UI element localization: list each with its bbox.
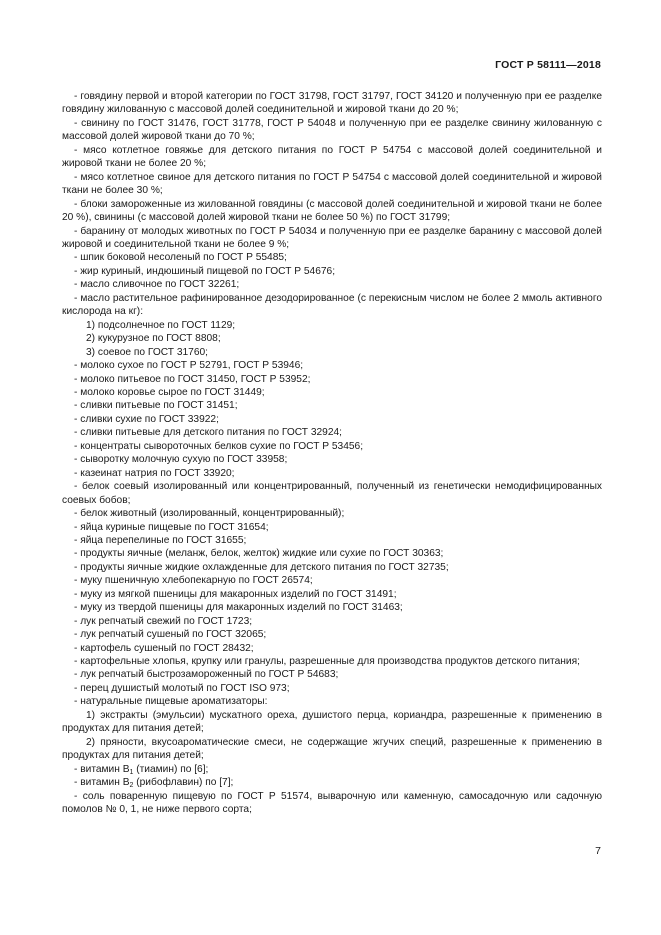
list-item: - картофель сушеный по ГОСТ 28432; [74, 642, 254, 654]
ingredient-list [62, 90, 602, 816]
list-item: - продукты яичные (меланж, белок, желток) жидкие или сухие по ГОСТ 30363; [74, 548, 444, 560]
list-item: - лук репчатый быстрозамороженный по ГОСТ Р 54683; [74, 669, 339, 681]
document-header: ГОСТ Р 58111—2018 [495, 59, 601, 71]
list-item: - сливки сухие по ГОСТ 33922; [74, 413, 219, 425]
vitamin-desc: (рибофлавин) по [7]; [133, 777, 234, 789]
sub-list-item: 1) экстракты (эмульсии) мускатного ореха, душистого перца, кориандра, разрешенные к применению в продуктах для питания детей; [62, 709, 602, 735]
list-item: - яйца перепелиные по ГОСТ 31655; [74, 534, 247, 546]
list-item: - мясо котлетное говяжье для детского питания по ГОСТ Р 54754 с массовой долей соединительной и жировой ткани не более 20 %; [62, 144, 602, 170]
list-item: - натуральные пищевые ароматизаторы: [74, 696, 268, 708]
list-item: - шпик боковой несоленый по ГОСТ Р 55485; [74, 252, 287, 264]
list-item: - мясо котлетное свиное для детского питания по ГОСТ Р 54754 с массовой долей соединительной и жировой ткани не более 30 %; [62, 171, 602, 197]
list-item: - продукты яичные жидкие охлажденные для детского питания по ГОСТ 32735; [74, 561, 449, 573]
list-item: - концентраты сывороточных белков сухие по ГОСТ Р 53456; [74, 440, 364, 452]
list-item [62, 776, 602, 789]
list-item: - муку пшеничную хлебопекарную по ГОСТ 26574; [74, 575, 313, 587]
sub-list-item: 2) кукурузное по ГОСТ 8808; [86, 333, 221, 345]
list-item: - соль поваренную пищевую по ГОСТ Р 51574, выварочную или каменную, самосадочную или садочную помолов № 0, 1, не ниже первого сорта; [62, 790, 602, 816]
list-item: - блоки замороженные из жилованной говядины (с массовой долей соединительной и жировой ткани не более 20 %), свинины (с массовой долей жировой ткани не более 50 %) по ГОСТ 31799; [62, 198, 602, 224]
list-item: - лук репчатый сушеный по ГОСТ 32065; [74, 629, 267, 641]
vitamin-label: - витамин В [74, 763, 130, 775]
sub-list-item: 2) пряности, вкусоароматические смеси, не содержащие жгучих специй, разрешенные к применению в продуктах для питания детей; [62, 736, 602, 762]
sub-list-item: 3) соевое по ГОСТ 31760; [86, 346, 209, 358]
list-item: - белок животный (изолированный, концентрированный); [74, 508, 345, 520]
list-item: - сливки питьевые для детского питания по ГОСТ 32924; [74, 427, 342, 439]
list-item: - картофельные хлопья, крупку или гранулы, разрешенные для производства продуктов детского питания; [74, 656, 580, 668]
list-item: - яйца куриные пищевые по ГОСТ 31654; [74, 521, 269, 533]
list-item: - лук репчатый свежий по ГОСТ 1723; [74, 615, 253, 627]
list-item: - молоко коровье сырое по ГОСТ 31449; [74, 386, 265, 398]
list-item: - муку из мягкой пшеницы для макаронных изделий по ГОСТ 31491; [74, 588, 397, 600]
list-item: - муку из твердой пшеницы для макаронных изделий по ГОСТ 31463; [74, 602, 403, 614]
sub-list-item: 1) подсолнечное по ГОСТ 1129; [86, 319, 236, 331]
vitamin-subscript: 1 [129, 768, 134, 776]
vitamin-desc: (тиамин) по [6]; [133, 763, 209, 775]
list-item: - сливки питьевые по ГОСТ 31451; [74, 400, 238, 412]
list-item: - свинину по ГОСТ 31476, ГОСТ 31778, ГОСТ Р 54048 и полученную при ее разделке свинину жилованную с массовой долей жировой ткани до 70 %; [62, 117, 602, 143]
list-item: - сыворотку молочную сухую по ГОСТ 33958; [74, 454, 288, 466]
list-item: - жир куриный, индюшиный пищевой по ГОСТ Р 54676; [74, 265, 336, 277]
vitamin-subscript: 2 [129, 782, 134, 790]
vitamin-label: - витамин В [74, 777, 130, 789]
list-item: - белок соевый изолированный или концентрированный, полученный из генетически немодифицированных соевых бобов; [62, 481, 602, 506]
list-item: - молоко питьевое по ГОСТ 31450, ГОСТ Р 53952; [74, 373, 311, 385]
list-item: - масло сливочное по ГОСТ 32261; [74, 279, 240, 291]
list-item: - говядину первой и второй категории по ГОСТ 31798, ГОСТ 31797, ГОСТ 34120 и полученную при ее разделке говядину жилованную с массовой долей соединительной и жировой ткани до 20 %; [62, 91, 602, 116]
list-item: - баранину от молодых животных по ГОСТ Р 54034 и полученную при ее разделке баранину с массовой долей жировой и соединительной ткани не более 9 %; [62, 225, 602, 250]
list-item: - казеинат натрия по ГОСТ 33920; [74, 467, 235, 479]
list-item: - молоко сухое по ГОСТ Р 52791, ГОСТ Р 53946; [74, 360, 304, 372]
list-item: - масло растительное рафинированное дезодорированное (с перекисным числом не более 2 ммоль активного кислорода на кг): [62, 292, 602, 318]
page-number: 7 [595, 845, 601, 857]
list-item [62, 763, 602, 776]
list-item: - перец душистый молотый по ГОСТ ISO 973; [74, 682, 290, 694]
